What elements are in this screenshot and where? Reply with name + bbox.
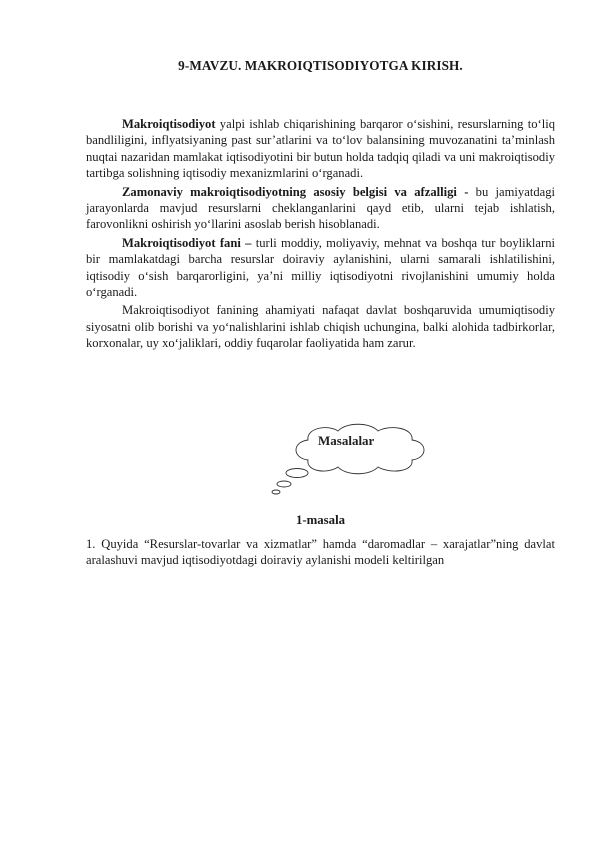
paragraph-1 [86,116,555,182]
cloud-label: Masalalar [318,433,375,448]
paragraph-2-text: bu jamiyatdagi jarayonlarda mavjud resurslarni cheklanganlarini qayd etib, ularni tejab ishlatish, farovonlikni oshirish yo‘llarini asoslab berish hisoblanadi. [86,184,555,232]
paragraph-3-text: turli moddiy, moliyaviy, mehnat va boshqa tur boyliklarni bir mamlakatdagi barcha resurslar doiraviy aylanishini, ularni samarali ishlatilishini, iqtisodiy o‘sish barqarorligini, ya’ni milliy iqtisodiyotni rivojlanishini umumiy holda o‘rganadi. [86,235,555,300]
paragraph-2 [86,184,555,233]
paragraph-4 [86,302,555,351]
paragraph-4-text: Makroiqtisodiyot fanining ahamiyati nafaqat davlat boshqaruvida umumiqtisodiy siyosatni olib borishi va yo‘nalishlarini ishlab chiqish uchungina, balki alohida tadbirkorlar, korxonalar, uy xo‘jaliklari, oddiy fuqarolar faoliyatida ham zarur. [86,303,555,351]
paragraph-3 [86,235,555,301]
paragraph-1-term: Makroiqtisodiyot [122,117,216,131]
paragraph-1-text: yalpi ishlab chiqarishining barqaror o‘sishini, resurslarning to‘liq bandliligini, inflyatsiyaning past sur’atlarini va to‘lov balansining muvozanatini ta’minlash nuqtai nazaridan mamlakat iqtisodiyotini bir butun holda tadqiq qiladi va uni makroiqtisodiy tartibga solishning iqtisodiy mexanizmlarini o‘rganadi. [86,117,555,181]
cloud-shape-icon [266,418,436,498]
paragraph-3-term: Makroiqtisodiyot fani – [122,235,252,250]
body-text [86,116,555,354]
task-text [86,536,555,569]
page-title: 9-MAVZU. MAKROIQTISODIYOTGA KIRISH. [178,58,463,73]
task-paragraph: 1. Quyida “Resurslar-tovarlar va xizmatlar” hamda “daromadlar – xarajatlar”ning davlat aralashuvi mavjud iqtisodiyotdagi doiraviy aylanishi modeli keltirilgan [86,537,555,568]
thought-cloud [266,418,436,498]
task-title: 1-masala [295,513,346,527]
paragraph-2-term: Zamonaviy makroiqtisodiyotning asosiy belgisi va afzalligi - [122,184,469,199]
